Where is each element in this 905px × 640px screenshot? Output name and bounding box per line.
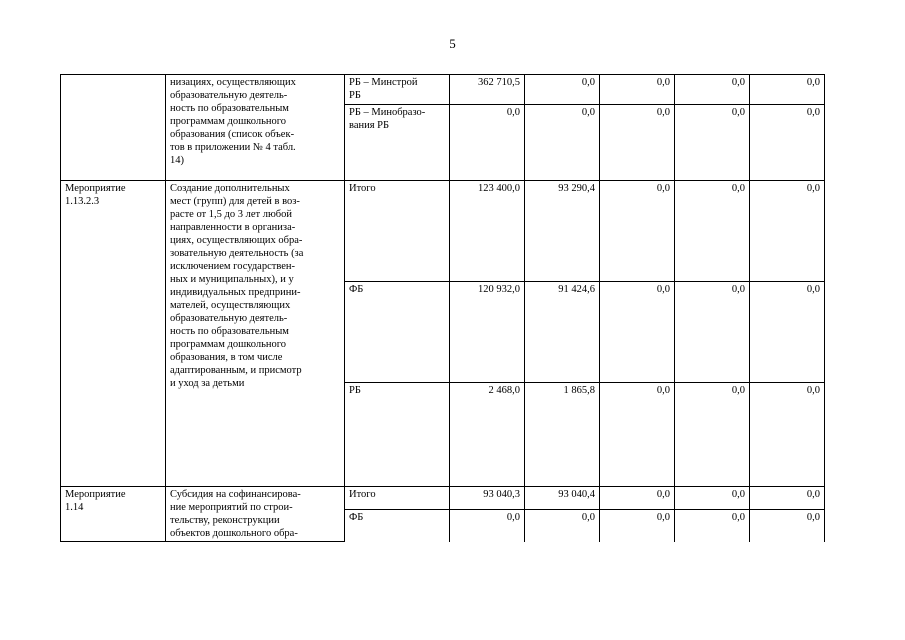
- funding-source-cell: РБ: [345, 383, 450, 487]
- funding-source-cell: РБ – Минстрой РБ: [345, 75, 450, 105]
- value-cell: 0,0: [750, 75, 825, 105]
- value-cell: 0,0: [675, 510, 750, 542]
- value-cell: 0,0: [600, 75, 675, 105]
- value-cell: 0,0: [600, 282, 675, 383]
- table-row: [61, 487, 825, 510]
- table-row: [61, 181, 825, 282]
- table-row: [61, 75, 825, 105]
- value-cell: 0,0: [750, 181, 825, 282]
- value-cell: 0,0: [750, 282, 825, 383]
- value-cell: 0,0: [600, 487, 675, 510]
- value-cell: 0,0: [450, 510, 525, 542]
- value-cell: 0,0: [450, 105, 525, 181]
- value-cell: 0,0: [525, 510, 600, 542]
- value-cell: 0,0: [750, 510, 825, 542]
- value-cell: 0,0: [600, 181, 675, 282]
- value-cell: 0,0: [525, 105, 600, 181]
- value-cell: 2 468,0: [450, 383, 525, 487]
- value-cell: 91 424,6: [525, 282, 600, 383]
- value-cell: 0,0: [675, 181, 750, 282]
- value-cell: 1 865,8: [525, 383, 600, 487]
- funding-source-cell: ФБ: [345, 510, 450, 542]
- value-cell: 0,0: [750, 383, 825, 487]
- activity-id-cell: [61, 75, 166, 181]
- value-cell: 0,0: [600, 383, 675, 487]
- value-cell: 0,0: [750, 105, 825, 181]
- value-cell: 0,0: [525, 75, 600, 105]
- value-cell: 0,0: [675, 105, 750, 181]
- value-cell: 0,0: [675, 487, 750, 510]
- value-cell: 93 040,4: [525, 487, 600, 510]
- value-cell: 362 710,5: [450, 75, 525, 105]
- value-cell: 0,0: [600, 105, 675, 181]
- value-cell: 0,0: [750, 487, 825, 510]
- value-cell: 0,0: [675, 75, 750, 105]
- page-number: 5: [449, 36, 456, 51]
- funding-source-cell: ФБ: [345, 282, 450, 383]
- value-cell: 0,0: [675, 282, 750, 383]
- activity-id-cell: Мероприятие 1.13.2.3: [61, 181, 166, 487]
- activity-description-cell: низациях, осуществляющих образовательную деятель- ность по образовательным программам дошкольного образования (список объек- тов в приложении № 4 табл. 14): [166, 75, 345, 181]
- budget-table: [60, 74, 825, 542]
- value-cell: 120 932,0: [450, 282, 525, 383]
- activity-description-cell: Субсидия на софинансирова- ние мероприятий по строи- тельству, реконструкции объектов дошкольного обра-: [166, 487, 345, 542]
- funding-source-cell: Итого: [345, 181, 450, 282]
- value-cell: 0,0: [600, 510, 675, 542]
- activity-description-cell: Создание дополнительных мест (групп) для детей в воз- расте от 1,5 до 3 лет любой направленности в организа- циях, осуществляющих обра- зовательную деятельность (за исключением государствен- ных и муниципальных), и у индивидуальных предприни- мателей, осуществляющих образовательную деятель- ность по образовательным программам дошкольного образования, в том числе адаптированным, и присмотр и уход за детьми: [166, 181, 345, 487]
- activity-id-cell: Мероприятие 1.14: [61, 487, 166, 542]
- value-cell: 0,0: [675, 383, 750, 487]
- value-cell: 93 040,3: [450, 487, 525, 510]
- funding-source-cell: Итого: [345, 487, 450, 510]
- funding-source-cell: РБ – Минобразо- вания РБ: [345, 105, 450, 181]
- value-cell: 123 400,0: [450, 181, 525, 282]
- value-cell: 93 290,4: [525, 181, 600, 282]
